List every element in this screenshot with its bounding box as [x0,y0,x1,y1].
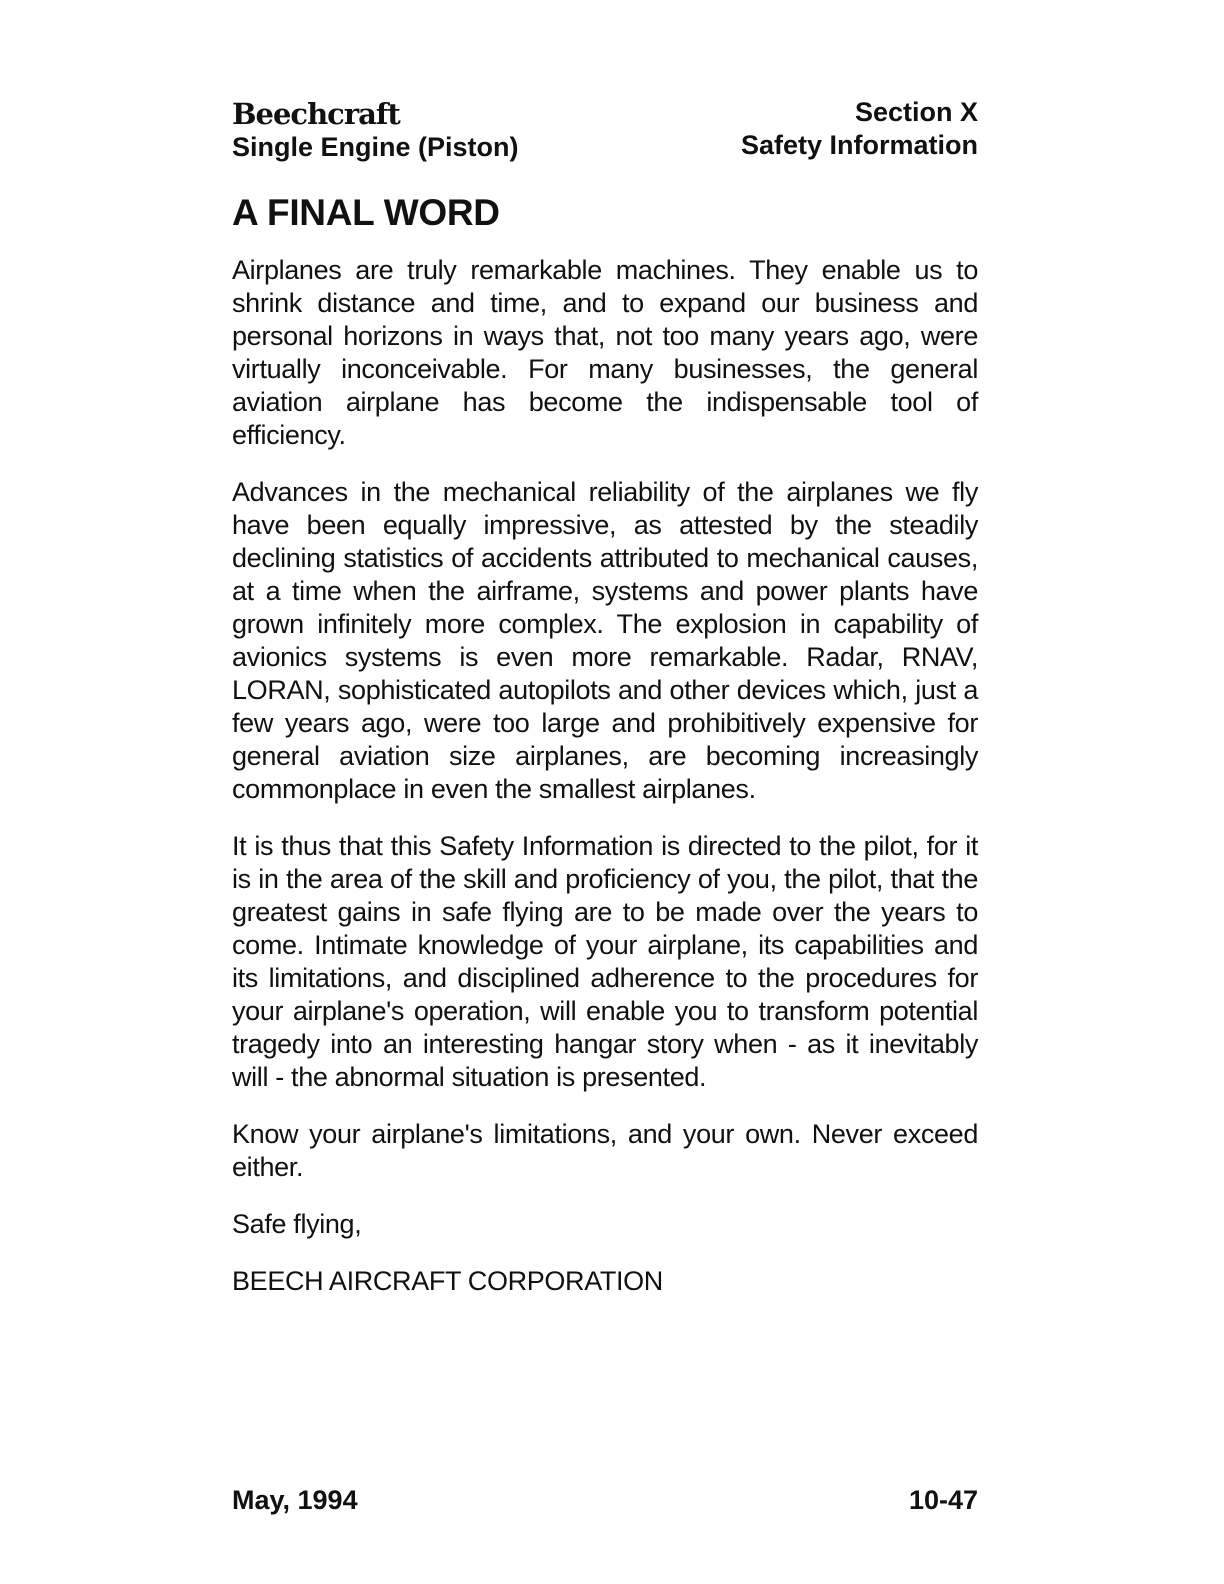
closing-salutation: Safe flying, [232,1209,362,1239]
paragraph-intro: Airplanes are truly remarkable machines. They enable us to shrink distance and time, and to expand our business and personal horizons in ways that, not too many years ago, were virtually inconceivable. For many businesses, the general aviation airplane has become the indispensable tool of efficiency. [232,255,978,450]
page-title: A FINAL WORD [232,192,500,233]
brand-logo: Beechcraft [232,97,400,131]
page-header [232,96,978,164]
model-subtitle: Single Engine (Piston) [232,132,519,162]
document-page [232,96,978,1322]
signature-company: BEECH AIRCRAFT CORPORATION [232,1266,663,1296]
header-left [232,96,519,164]
body-text [232,254,978,1298]
paragraph-advances: Advances in the mechanical reliability of the airplanes we fly have been equally impressive, as attested by the steadily declining statistics of accidents attributed to mechanical causes, at a time when the airframe, systems and power plants have grown infinitely more complex. The explosion in capability of avionics systems is even more remarkable. Radar, RNAV, LORAN, sophisticated autopilots and other devices which, just a few years ago, were too large and prohibitively expensive for general aviation size airplanes, are becoming increasingly commonplace in even the smallest airplanes. [232,477,978,804]
paragraph-safety: It is thus that this Safety Information is directed to the pilot, for it is in the area of the skill and proficiency of you, the pilot, that the greatest gains in safe flying are to be made over the years to come. Intimate knowledge of your airplane, its capabilities and its limitations, and disciplined adherence to the procedures for your airplane's operation, will enable you to transform potential tragedy into an interesting hangar story when - as it inevitably will - the abnormal situation is presented. [232,831,978,1092]
footer-date: May, 1994 [232,1485,358,1515]
section-number: Section X [854,97,978,127]
section-title: Safety Information [740,130,978,160]
page-number: 10-47 [908,1485,978,1515]
paragraph-limitations: Know your airplane's limitations, and your own. Never exceed either. [232,1119,978,1182]
header-right [741,96,978,162]
page-footer [232,1484,978,1517]
